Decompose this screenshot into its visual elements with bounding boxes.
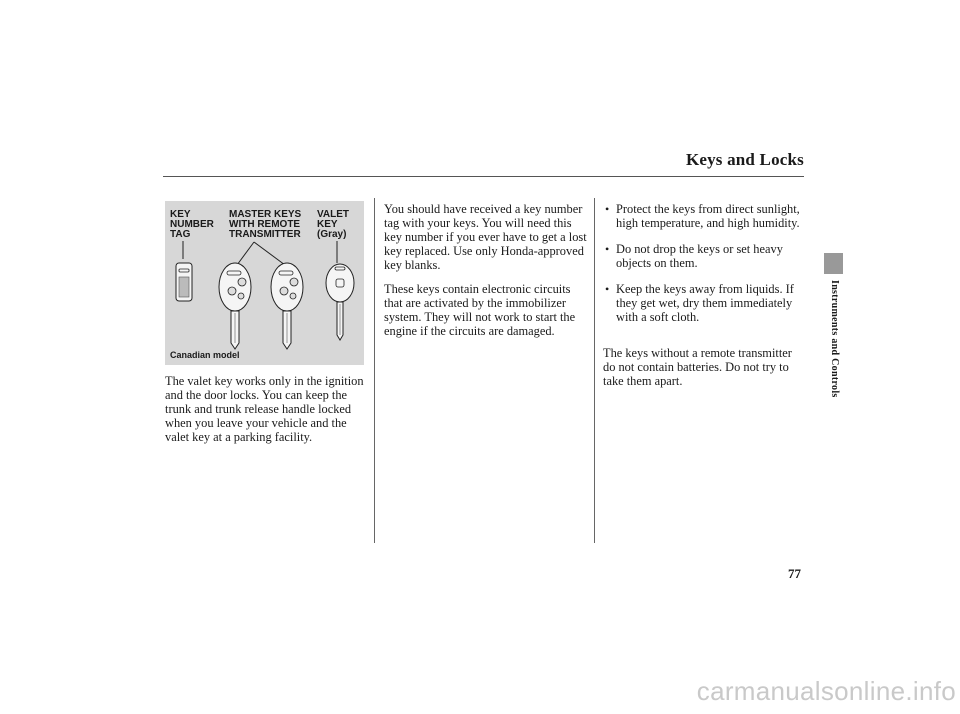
valet-key-paragraph: The valet key works only in the ignition and the door locks. You can keep the trunk and trunk release handle locked when you leave your vehicle and the valet key at a parking facility. [165, 374, 364, 444]
key-number-tag-label: KEY NUMBER TAG [170, 209, 214, 240]
section-label: Instruments and Controls [829, 280, 840, 398]
list-item: • Keep the keys away from liquids. If they get wet, dry them immediately with a soft cloth. [605, 282, 794, 324]
column-divider-2 [594, 198, 595, 543]
list-item: • Do not drop the keys or set heavy objects on them. [605, 242, 783, 270]
header-divider [163, 176, 804, 177]
list-item: • Protect the keys from direct sunlight, high temperature, and high humidity. [605, 202, 800, 230]
bullet-icon: • [605, 282, 610, 296]
master-key-icon-1 [219, 263, 251, 349]
page-number: 77 [788, 566, 801, 581]
page-title: Keys and Locks [685, 150, 804, 169]
watermark: carmanualsonline.info [696, 676, 956, 706]
section-tab [824, 253, 843, 274]
valet-key-label: VALET KEY (Gray) [317, 209, 350, 240]
keys-illustration [165, 201, 364, 365]
bullet-icon: • [605, 202, 610, 216]
key-number-tag-icon [176, 263, 192, 301]
electronic-circuits-paragraph: These keys contain electronic circuits that are activated by the immobilizer system. They will not work to start the engine if the circuits are damaged. [384, 282, 576, 338]
bullet-icon: • [605, 242, 610, 256]
batteries-paragraph: The keys without a remote transmitter do not contain batteries. Do not try to take them apart. [603, 346, 792, 388]
master-leader-line-2 [254, 242, 285, 265]
column-divider-1 [374, 198, 375, 543]
master-keys-label: MASTER KEYS WITH REMOTE TRANSMITTER [229, 209, 302, 240]
key-care-list [603, 202, 803, 336]
key-number-paragraph: You should have received a key number tag with your keys. You will need this key number if you ever have to get a lost key replaced. Use only Honda-approved key blanks. [384, 202, 587, 272]
master-key-icon-2 [271, 263, 303, 349]
master-leader-line-1 [237, 242, 254, 265]
valet-key-icon [326, 264, 354, 340]
figure-caption: Canadian model [170, 350, 240, 360]
